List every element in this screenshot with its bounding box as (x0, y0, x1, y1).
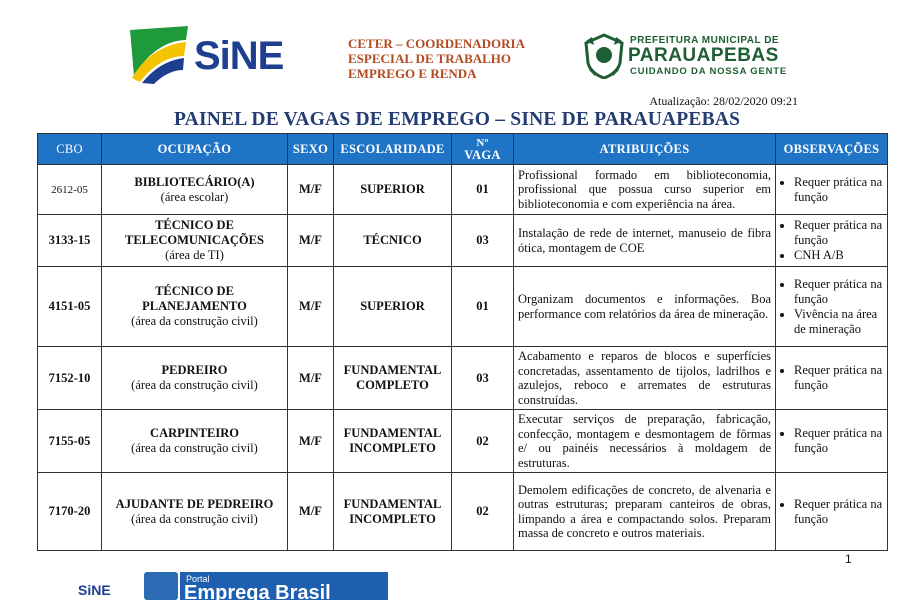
observacao-item: • CNH A/B (794, 248, 883, 263)
document-header (0, 0, 900, 110)
cell-cbo: 7155-05 (38, 410, 102, 473)
prefeitura-name: PARAUAPEBAS (628, 45, 779, 66)
cell-ocupacao (102, 410, 288, 473)
header-cbo: CBO (38, 134, 102, 165)
cell-sexo: M/F (288, 410, 334, 473)
emprega-brasil-banner (78, 572, 388, 604)
ocupacao-title: AJUDANTE DE PEDREIRO (115, 496, 274, 511)
ocupacao-area: (área de TI) (165, 248, 224, 262)
observacoes-list (780, 175, 883, 205)
cell-escolaridade: SUPERIOR (334, 165, 452, 215)
ocupacao-title: TÉCNICO DE TELECOMUNICAÇÕES (125, 218, 264, 247)
cell-ocupacao (102, 347, 288, 410)
prefeitura-small-text: PREFEITURA MUNICIPAL DE (630, 35, 780, 46)
observacao-item: • Requer prática na função (794, 497, 883, 527)
observacoes-list (780, 218, 883, 263)
sine-logo (128, 26, 288, 86)
cell-atribuicoes: Executar serviços de preparação, fabricação, confecção, montagem e desmontagem de fôrmas e/ ou painéis necessários à moldagem de estruturas. (514, 410, 776, 473)
observacoes-list (780, 497, 883, 527)
cell-vaga: 01 (452, 165, 514, 215)
header-escolaridade: ESCOLARIDADE (334, 134, 452, 165)
cell-vaga: 02 (452, 473, 514, 551)
cell-escolaridade: TÉCNICO (334, 215, 452, 267)
table-row (38, 410, 888, 473)
ceter-line: EMPREGO E RENDA (348, 66, 477, 81)
update-timestamp: Atualização: 28/02/2020 09:21 (649, 94, 798, 108)
ceter-line: ESPECIAL DE TRABALHO (348, 51, 512, 66)
observacao-item: • Requer prática na função (794, 218, 883, 248)
cell-observacoes (776, 215, 888, 267)
cell-atribuicoes: Organizam documentos e informações. Boa performance com relatórios da área de mineração. (514, 267, 776, 347)
ocupacao-area: (área da construção civil) (131, 378, 258, 392)
observacoes-list (780, 277, 883, 337)
cell-atribuicoes: Acabamento e reparos de blocos e superfícies concretadas, assentamento de tijolos, ladrilhos e azulejos, reboco e arremates de estruturas construídas. (514, 347, 776, 410)
observacao-item: • Requer prática na função (794, 426, 883, 456)
observacao-item: • Requer prática na função (794, 175, 883, 205)
observacao-item: • Vivência na área de mineração (794, 307, 883, 337)
header-vaga-top: Nº (476, 137, 489, 149)
cell-cbo: 3133-15 (38, 215, 102, 267)
ocupacao-area: (área da construção civil) (131, 314, 258, 328)
cell-vaga: 02 (452, 410, 514, 473)
cell-atribuicoes: Demolem edificações de concreto, de alvenaria e outras estruturas; preparam canteiros de obras, limpando a área e compactando solos. Preparam massa de concreto e outros materiais. (514, 473, 776, 551)
cell-vaga: 03 (452, 215, 514, 267)
header-ocupacao: OCUPAÇÃO (102, 134, 288, 165)
cell-cbo: 7170-20 (38, 473, 102, 551)
cell-sexo: M/F (288, 267, 334, 347)
cell-atribuicoes: Profissional formado em biblioteconomia, profissional que possua curso superior em biblioteconomia e com experiência na área. (514, 165, 776, 215)
ocupacao-title: CARPINTEIRO (150, 426, 239, 440)
footer-sine-logo: SiNE (78, 582, 111, 598)
header-sexo: SEXO (288, 134, 334, 165)
prefeitura-tagline: CUIDANDO DA NOSSA GENTE (630, 66, 788, 77)
ceter-heading (348, 36, 525, 81)
ocupacao-area: (área da construção civil) (131, 511, 258, 526)
header-vaga (452, 134, 514, 165)
cell-observacoes (776, 267, 888, 347)
table-row (38, 215, 888, 267)
cell-cbo: 7152-10 (38, 347, 102, 410)
cell-ocupacao (102, 473, 288, 551)
sine-flag-icon (128, 26, 198, 86)
table-header-row (38, 134, 888, 165)
table-row (38, 347, 888, 410)
cell-sexo: M/F (288, 347, 334, 410)
ocupacao-title: PEDREIRO (161, 363, 228, 377)
municipal-emblem-icon (582, 33, 626, 79)
cell-escolaridade: FUNDAMENTAL INCOMPLETO (334, 410, 452, 473)
sine-logo-text: SiNE (194, 34, 284, 78)
header-atribuicoes: ATRIBUIÇÕES (514, 134, 776, 165)
cell-atribuicoes: Instalação de rede de internet, manuseio de fibra ótica, montagem de COE (514, 215, 776, 267)
observacoes-list (780, 426, 883, 456)
cell-ocupacao (102, 215, 288, 267)
table-row (38, 165, 888, 215)
ocupacao-area: (área da construção civil) (131, 441, 258, 455)
ocupacao-area: (área escolar) (160, 189, 229, 204)
cell-escolaridade: FUNDAMENTAL INCOMPLETO (334, 473, 452, 551)
cell-ocupacao (102, 165, 288, 215)
observacao-item: • Requer prática na função (794, 277, 883, 307)
cell-vaga: 01 (452, 267, 514, 347)
ceter-line: CETER – COORDENADORIA (348, 36, 525, 51)
banner-portal-label: Portal (186, 574, 210, 584)
banner-title: Emprega Brasil (184, 582, 331, 604)
cell-sexo: M/F (288, 473, 334, 551)
cell-escolaridade: SUPERIOR (334, 267, 452, 347)
observacoes-list (780, 363, 883, 393)
cell-observacoes (776, 473, 888, 551)
observacao-item: • Requer prática na função (794, 363, 883, 393)
table-row (38, 473, 888, 551)
cell-cbo: 4151-05 (38, 267, 102, 347)
cell-observacoes (776, 347, 888, 410)
header-vaga-bottom: VAGA (464, 148, 501, 162)
phone-icon (144, 572, 178, 600)
cell-sexo: M/F (288, 165, 334, 215)
page-title: PAINEL DE VAGAS DE EMPREGO – SINE DE PARAUAPEBAS (174, 109, 741, 130)
ocupacao-title: TÉCNICO DE PLANEJAMENTO (142, 284, 247, 313)
cell-cbo: 2612-05 (38, 165, 102, 215)
page-number: 1 (845, 552, 852, 566)
header-observacoes: OBSERVAÇÕES (776, 134, 888, 165)
cell-vaga: 03 (452, 347, 514, 410)
table-row (38, 267, 888, 347)
vagas-table (37, 133, 888, 551)
cell-observacoes (776, 410, 888, 473)
cell-sexo: M/F (288, 215, 334, 267)
cell-ocupacao (102, 267, 288, 347)
cell-observacoes (776, 165, 888, 215)
ocupacao-title: BIBLIOTECÁRIO(A) (134, 174, 255, 189)
cell-escolaridade: FUNDAMENTAL COMPLETO (334, 347, 452, 410)
prefeitura-logo (582, 33, 792, 81)
